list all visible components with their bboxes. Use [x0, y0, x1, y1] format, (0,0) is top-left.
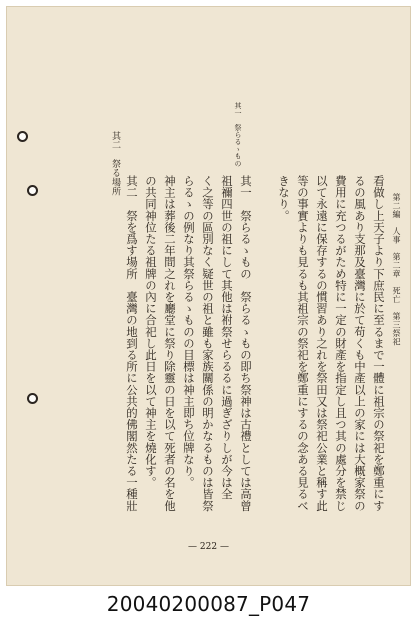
binding-hole-bottom — [27, 393, 38, 404]
running-header: 第二編 人事 第二章 死亡 第三祭祀 — [392, 193, 401, 346]
body-line-10: く之等の區別なく疑世の祖と雖も家族關係の明かなるものは皆祭 — [201, 175, 215, 512]
body-line-8: 其一 祭らるゝもの 祭らるゝもの即ち祭神は古禮としては高曾 — [239, 175, 253, 512]
body-line-12: 神主は葬後二年間之れを廳堂に祭り除靈の日を以て死者の名を他 — [163, 175, 177, 512]
body-line-3: 費用に充つるがため特に一定の財產を指定し且つ其の處分を禁じ — [334, 175, 348, 512]
body-line-6: きなり。 — [277, 175, 291, 222]
body-line-11: らるゝの例なり其祭らるゝものの目標は神主即ち位牌なり。 — [182, 175, 196, 489]
image-caption: 20040200087_P047 — [106, 592, 311, 616]
document-page — [6, 6, 411, 586]
body-line-1: 看做し上天子より下庶民に至るまで一體に祖宗の祭祀を鄭重にす — [372, 175, 386, 512]
body-line-5: 等の事實よりも見るも其祖宗の祭祀を鄭重にするの念ある見るべ — [296, 175, 310, 512]
binding-hole-middle — [27, 185, 38, 196]
body-line-9: 祖禰四世の祖にして其他は祔祭せらるるに過ぎざりしが今は全 — [220, 175, 234, 500]
margin-note-2: 其二 祭る場所 — [110, 131, 120, 197]
page-number: — 222 — — [188, 542, 229, 552]
body-line-2: るの風あり支那及臺灣に於て苟くも中產以上の家には大概家祭の — [353, 175, 367, 512]
body-line-14: 其二 祭を爲す場所 臺灣の地到る所に公共的佛閣然たる一種壯 — [125, 175, 139, 512]
margin-note-1: 其一 祭らるゝもの — [234, 102, 242, 167]
body-line-13: の共同神位たる祖牌の內に合祀し此日を以て神主を燒化す。 — [144, 175, 158, 489]
body-line-4: 以て永遠に保存するの慣習あり之れを祭田又は祭祀公業と稱す此 — [315, 175, 329, 512]
binding-hole-top — [17, 131, 28, 142]
